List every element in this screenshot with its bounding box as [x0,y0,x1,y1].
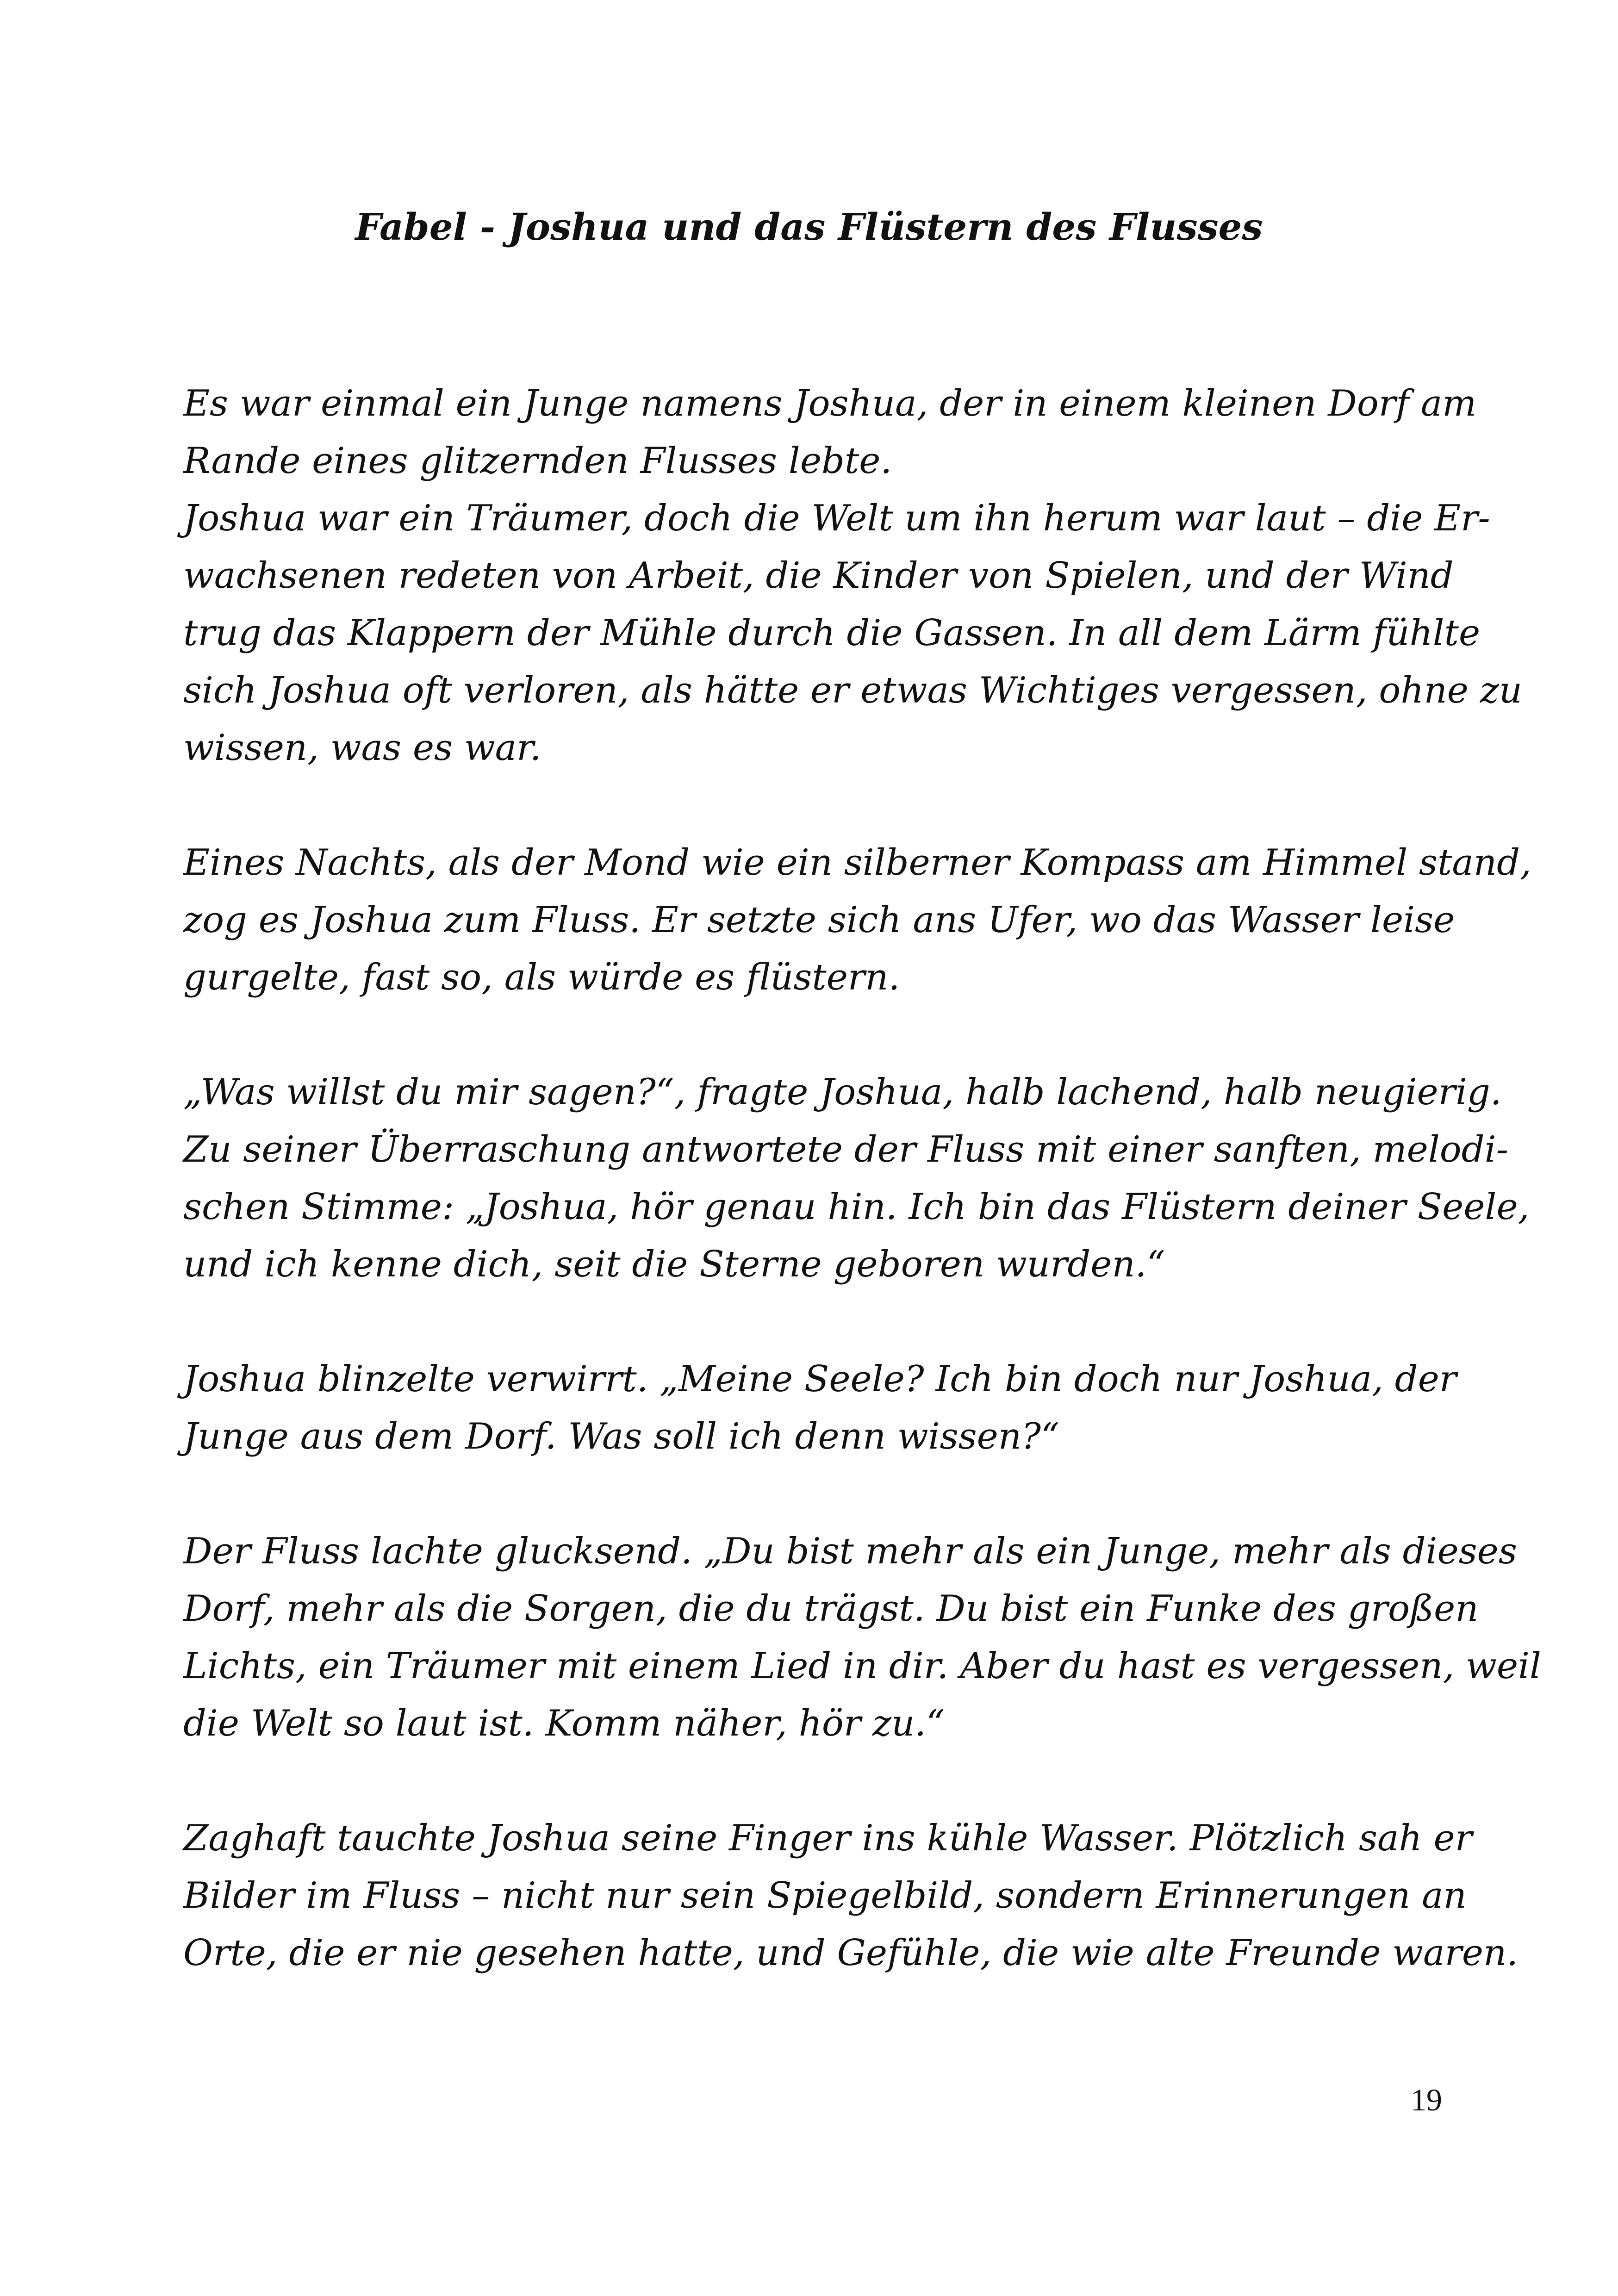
text-line: die Welt so laut ist. Komm näher, hör zu.“ [183,1703,945,1744]
paragraph-7 [183,1810,1518,1982]
paragraph-spacer [183,1293,1440,1350]
paragraph-spacer [183,777,1440,834]
text-line: Lichts, ein Träumer mit einem Lied in dir. Aber du hast es vergessen, weil [183,1645,1541,1687]
paragraph-1 [183,375,1477,490]
text-line: Joshua blinzelte verwirrt. „Meine Seele? Ich bin doch nur Joshua, der [183,1358,1457,1400]
text-line: wachsenen redeten von Arbeit, die Kinder von Spielen, und der Wind [183,555,1454,597]
text-line: sich Joshua oft verloren, als hätte er etwas Wichtiges vergessen, ohne zu [183,670,1523,711]
text-line: Rande eines glitzernden Flusses lebte. [183,440,892,482]
paragraph-4 [183,1064,1530,1293]
text-line: Eines Nachts, als der Mond wie ein silberner Kompass am Himmel stand, [183,842,1531,884]
text-line: Junge aus dem Dorf. Was soll ich denn wissen?“ [183,1416,1059,1457]
paragraph-spacer [183,1752,1440,1810]
text-line: Der Fluss lachte glucksend. „Du bist mehr als ein Junge, mehr als dieses [183,1531,1517,1572]
paragraph-spacer [183,1006,1440,1064]
paragraph-5 [183,1350,1457,1465]
text-line: „Was willst du mir sagen?“, fragte Joshua, halb lachend, halb neugierig. [183,1071,1502,1113]
page-title: Fabel - Joshua und das Flüstern des Flusses [355,205,1263,249]
paragraph-3 [183,834,1531,1006]
text-line: wissen, was es war. [183,727,541,769]
text-line: Bilder im Fluss – nicht nur sein Spiegelbild, sondern Erinnerungen an [183,1875,1467,1916]
text-line: und ich kenne dich, seit die Sterne geboren wurden.“ [183,1244,1165,1285]
text-line: gurgelte, fast so, als würde es flüstern. [183,957,900,998]
story-text [183,375,1541,1982]
paragraph-spacer [183,1465,1440,1523]
text-line: Orte, die er nie gesehen hatte, und Gefühle, die wie alte Freunde waren. [183,1932,1518,1974]
text-line: zog es Joshua zum Fluss. Er setzte sich ans Ufer, wo das Wasser leise [183,899,1455,941]
text-line: Joshua war ein Träumer, doch die Welt um ihn herum war laut – die Er- [183,498,1490,539]
text-line: Zaghaft tauchte Joshua seine Finger ins kühle Wasser. Plötzlich sah er [183,1817,1472,1859]
text-line: schen Stimme: „Joshua, hör genau hin. Ich bin das Flüstern deiner Seele, [183,1186,1530,1228]
paragraph-2 [183,490,1523,777]
text-line: Es war einmal ein Junge namens Joshua, der in einem kleinen Dorf am [183,383,1477,424]
text-line: Dorf, mehr als die Sorgen, die du trägst. Du bist ein Funke des großen [183,1588,1479,1630]
text-line: Zu seiner Überraschung antwortete der Fluss mit einer sanften, melodi- [183,1129,1508,1170]
page-number: 19 [1411,2082,1442,2117]
text-line: trug das Klappern der Mühle durch die Gassen. In all dem Lärm fühlte [183,612,1481,654]
paragraph-6 [183,1523,1541,1752]
